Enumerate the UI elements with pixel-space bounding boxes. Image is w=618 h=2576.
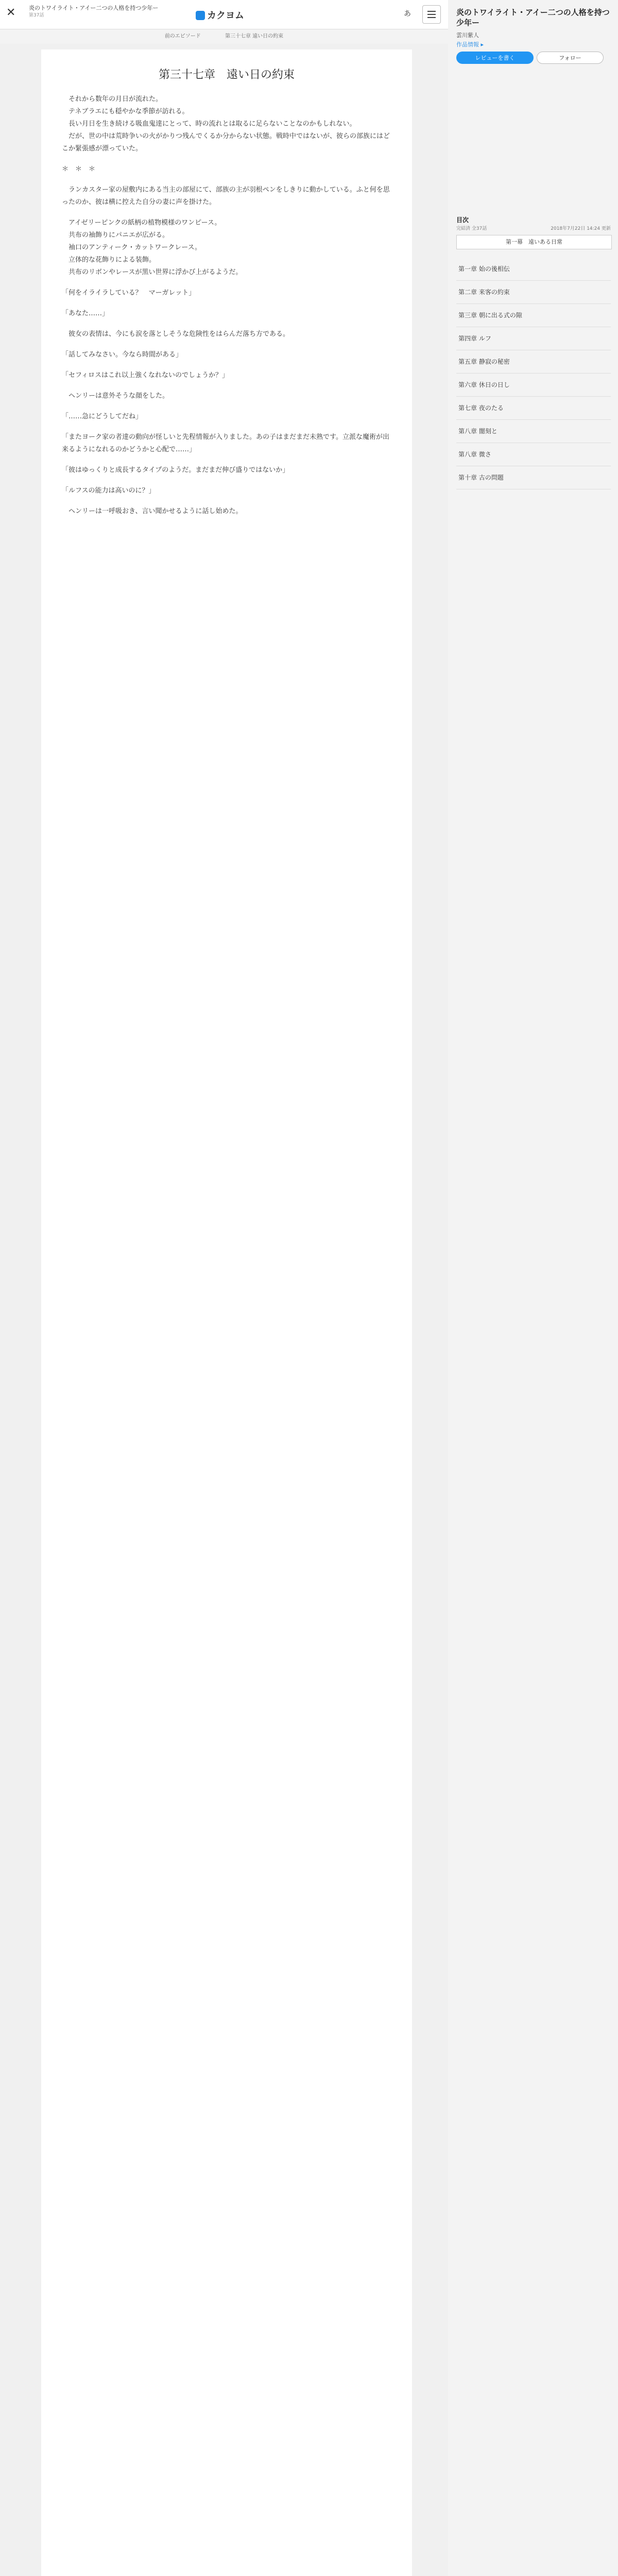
top-bar [0,0,448,29]
review-button[interactable]: レビューを書く [456,52,534,64]
toc-item[interactable]: 第八章 闇刻と [456,420,611,443]
chapter-paragraph: 「あなた……」 [62,310,109,317]
follow-button[interactable]: フォロー [537,52,604,64]
chapter-paragraph: ヘンリーは意外そうな顔をした。 [62,392,169,400]
site-logo[interactable] [196,8,244,22]
author-name[interactable]: 雲川紫人 [456,32,479,39]
close-icon[interactable]: ✕ [6,6,16,19]
chapter-paragraph: アイゼリーピンクの紙柄の植物模様のワンピース。 共布の袖飾りにパニエが広がる。 袖口のアンティーク・カットワークレース。 立体的な花飾りによる装飾。 共布のリボンやレースが黒い世界に浮かび上がるようだ。 [68,219,243,276]
chapter-paragraph: 彼女の表情は、今にも涙を落としそうな危険性をはらんだ落ち方である。 [62,330,290,338]
chapter-paragraph: 「話してみなさい。今なら時間がある」 [62,351,183,359]
toc-heading: 目次 [456,216,469,224]
work-title[interactable] [29,5,183,19]
chapter-paragraph: 「何をイライラしている？ マーガレット」 [62,289,196,297]
toc-status: 完結済 全37話 [456,226,487,231]
font-size-button[interactable]: あ [404,10,411,18]
toc-item[interactable]: 第三章 朝に出る式の隙 [456,304,611,327]
toc-item[interactable]: 第一章 始の後相伝 [456,258,611,281]
toc-item[interactable]: 第七章 夜のたる [456,397,611,420]
logo-text: カクヨム [207,10,244,21]
breadcrumb [0,29,448,44]
chapter-paragraph: 「またヨーク家の者達の動向が怪しいと先程情報が入りました。あの子はまだまだ未熟です。立派な魔術が出来るようになれるのかどうかと心配で……」 [62,433,389,453]
work-title-text: 炎のトワイライト・アイー二つの人格を持つ少年ー [29,5,159,11]
chapter-paragraph: 「……急にどうしてだね」 [62,413,143,420]
menu-icon[interactable] [422,5,441,24]
chapter-paragraph: 「セフィロスはこれ以上強くなれないのでしょうか？」 [62,371,229,379]
episode-body [41,49,412,2576]
toc-item[interactable]: 第五章 静寂の秘密 [456,350,611,374]
story-title[interactable]: 炎のトワイライト・アイー二つの人格を持つ少年ー [456,8,610,27]
chapter-paragraph: ランカスター家の屋敷内にある当主の部屋にて、部族の主が羽根ペンをしきりに動かしている。ふと何を思ったのか、彼は横に控えた自分の妻に声を掛けた。 [62,186,390,206]
toc-item[interactable]: 第二章 来客の約束 [456,281,611,304]
toc-updated: 2018年7月22日 14:24 更新 [551,226,611,231]
toc-item[interactable]: 第八章 微さ [456,443,611,466]
chapter-paragraph: それから数年の月日が流れた。 テネブラエにも穏やかな季節が訪れる。 長い月日を生き続ける吸血鬼達にとって、時の流れとは取るに足らないことなのかもしれない。 だが、世の中は荒時争いの火がかりつ残んでくるか分からない状態。戦時中ではないが、彼らの部族にはどこか緊張感が漂っていた。 [62,95,390,152]
toc-meta [456,225,611,231]
toc-item[interactable]: 第十章 古の問題 [456,466,611,489]
logo-mark-icon [196,11,205,20]
chapter-paragraph: 「ルフスの能力は高いのに？」 [62,487,156,495]
chapter-text [41,93,412,518]
work-info-link[interactable]: 作品情報 ▸ [456,41,484,48]
toc-list [456,258,611,489]
chapter-title: 第三十七章 遠い日の約束 [158,69,295,81]
toc-section-button[interactable]: 第一幕 遠いある日常 [456,235,612,249]
toc-item[interactable]: 第六章 休日の日し [456,374,611,397]
chapter-paragraph: ＊ ＊ ＊ [62,165,96,173]
work-subtitle: 第37話 [29,13,44,18]
current-episode-label: 第三十七章 遠い日の約束 [225,33,284,39]
toc-item[interactable]: 第四章 ルフ [456,327,611,350]
chapter-paragraph: ヘンリーは一呼吸おき、言い聞かせるように話し始めた。 [62,507,243,515]
chapter-paragraph: 「彼はゆっくりと成長するタイプのようだ。まだまだ伸び盛りではないか」 [62,466,289,474]
prev-episode-link[interactable]: 前のエピソード [164,33,201,39]
sidebar [448,0,618,2576]
